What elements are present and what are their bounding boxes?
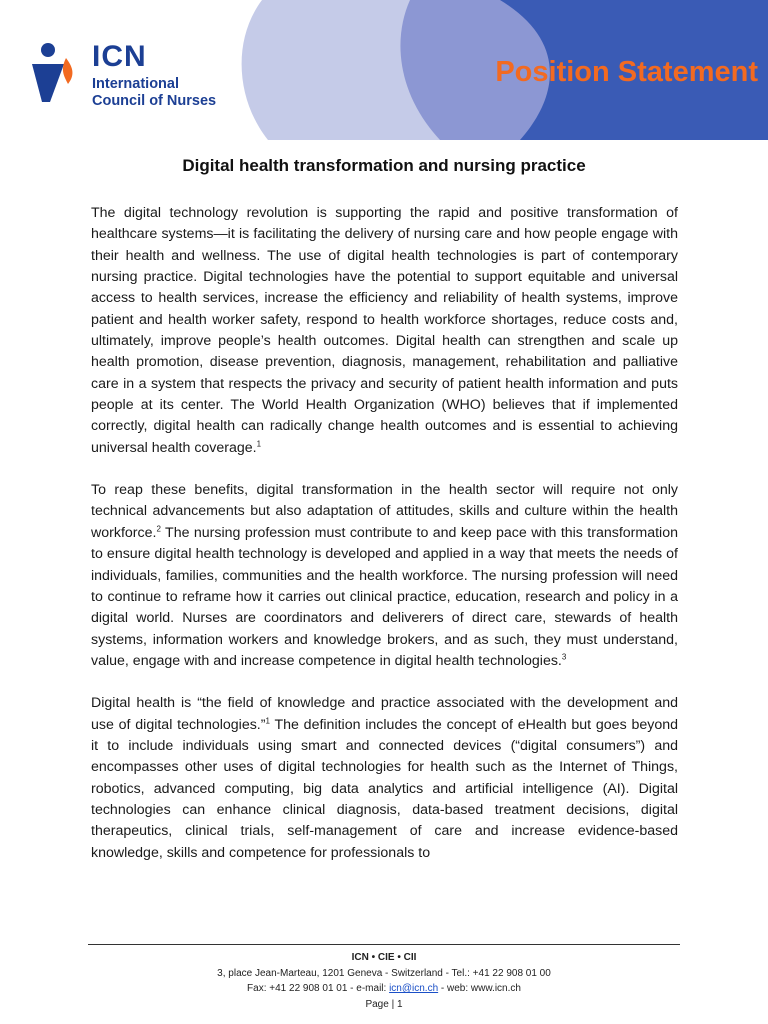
paragraph-1-text: The digital technology revolution is supporting the rapid and positive transformation of healthcare systems—it is facilitating the delivery of nursing care and how people engage with their health and wellness. The use of digital health technologies is part of contemporary nursing practice. Digital technologies have the potential to support equitable and universal access to health services, increase the efficiency and reliability of health systems, improve patient and health worker safety, respond to health workforce shortages, reduce costs and, ultimately, improve people’s health outcomes. Digital health can strengthen and scale up health promotion, disease prevention, diagnosis, management, rehabilitation and palliative care in a system that respects the privacy and security of patient health information and puts people at its center. The World Health Organization (WHO) believes that if implemented correctly, digital health can radically change health outcomes and is essential to achieving universal health coverage. <box>91 205 678 456</box>
nurse-figure-icon <box>28 40 84 104</box>
footnote-ref[interactable]: 1 <box>256 439 262 449</box>
paragraph-3-text-a: Digital health is “the field of knowledge and practice associated with the development and use of digital technologies.” <box>91 695 678 733</box>
footnote-ref[interactable]: 3 <box>561 652 567 662</box>
paragraph-2-text-b: The nursing profession must contribute to and keep pace with this transformation to ensure digital health technology is developed and applied in a way that meets the needs of individuals, families, communities and the health workforce. The nursing profession will need to continue to reframe how it carries out clinical practice, education, research and policy in a digital world. Nurses are coordinators and deliverers of direct care, stewards of health systems, information workers and knowledge brokers, and as such, they must understand, value, engage with and increase competence in digital health technologies. <box>91 524 678 669</box>
logo-name-line-1: International <box>92 76 180 92</box>
footer-web: - web: www.icn.ch <box>438 983 521 994</box>
footnote-ref[interactable]: 1 <box>265 715 270 725</box>
footer-address: 3, place Jean-Marteau, 1201 Geneva - Switzerland - Tel.: +41 22 908 01 00 <box>217 967 551 979</box>
footer-org: ICN • CIE • CII <box>351 952 417 963</box>
footer-contact <box>0 981 768 997</box>
footer-fax: Fax: +41 22 908 01 01 - e-mail: <box>247 983 390 994</box>
paragraph-2 <box>91 480 678 672</box>
paragraph-1 <box>91 203 678 459</box>
page-footer <box>0 950 768 1012</box>
paragraph-3 <box>91 693 678 864</box>
footer-email-link[interactable]: icn@icn.ch <box>389 983 439 994</box>
footnote-ref[interactable]: 2 <box>156 524 161 534</box>
logo-abbreviation: ICN <box>92 40 147 73</box>
document-type-heading: Position Statement <box>495 56 758 88</box>
logo-name-line-2: Council of Nurses <box>92 93 217 109</box>
paragraph-3-text-b: The definition includes the concept of eHealth but goes beyond it to include individuals using smart and connected devices (“digital consumers”) and encompasses other uses of digital technologies for health such as the Internet of Things, robotics, advanced computing, big data analytics and artificial intelligence (AI). Digital technologies can enhance clinical diagnosis, data-based treatment decisions, digital therapeutics, clinical trials, self-management of care and increase evidence-based knowledge, skills and competence for professionals to <box>91 716 678 861</box>
document-title: Digital health transformation and nursing practice <box>182 156 586 175</box>
paragraph-2-text-a: To reap these benefits, digital transformation in the health sector will require not only technical advancements but also adaptation of attitudes, skills and culture within the health workforce. <box>91 482 678 541</box>
footer-divider <box>88 944 680 945</box>
body-text <box>91 203 678 885</box>
icn-logo[interactable] <box>28 40 228 120</box>
page-number: Page | 1 <box>365 998 403 1010</box>
